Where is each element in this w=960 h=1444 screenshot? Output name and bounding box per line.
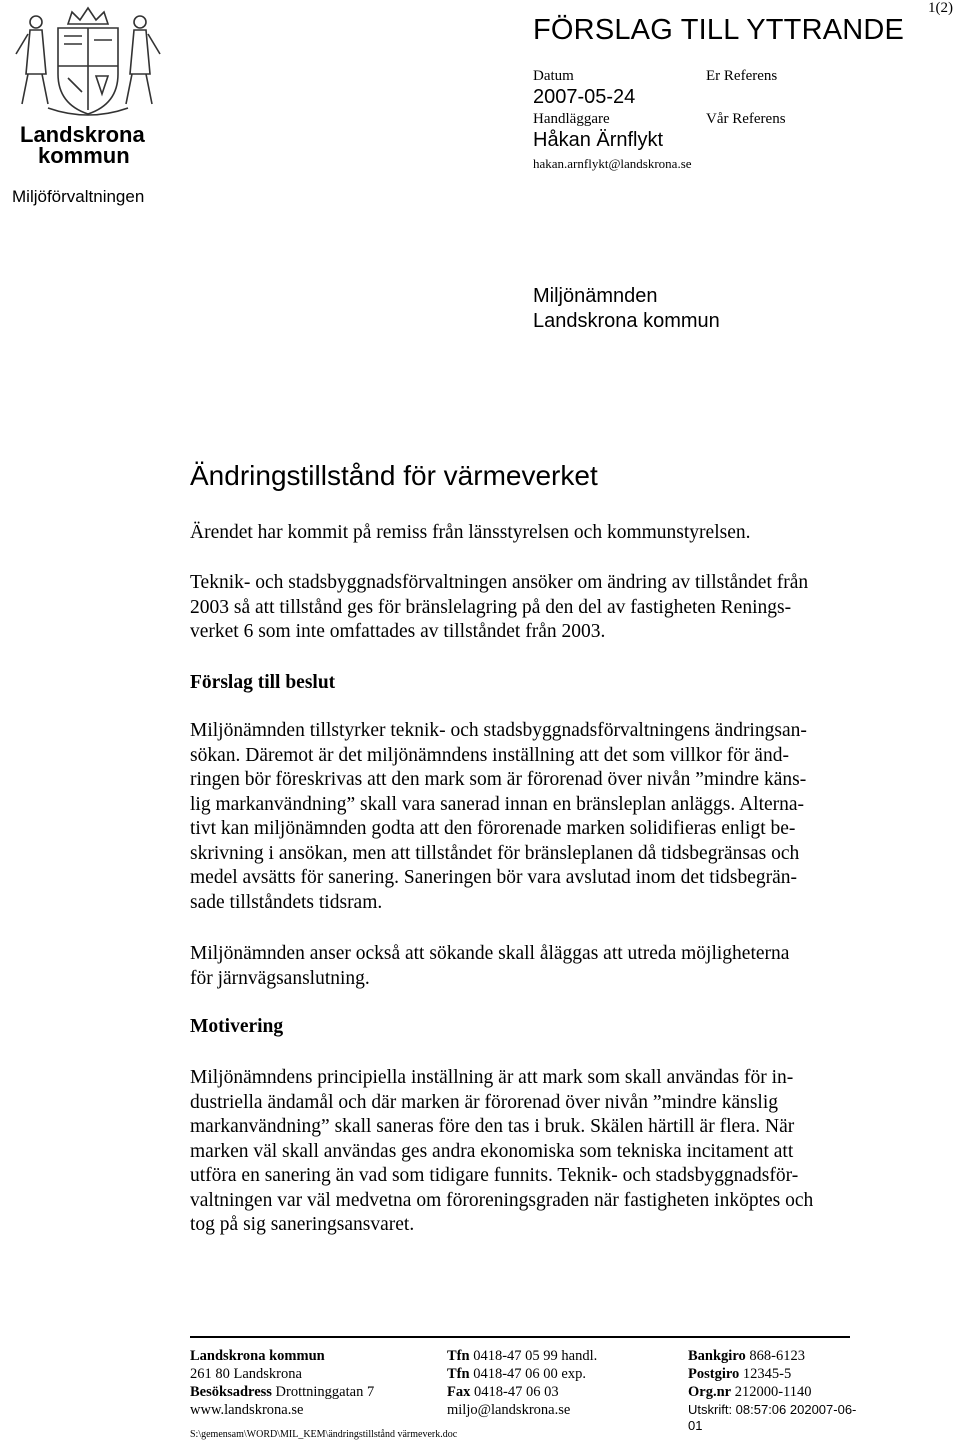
orgnr-value: 212000-1140 (731, 1384, 812, 1400)
handler-label: Handläggare (533, 111, 610, 127)
visit-address-value: Drottninggatan 7 (271, 1384, 375, 1400)
orgnr-label: Org.nr (688, 1384, 732, 1400)
paragraph-line: tivt kan miljönämnden godta att den förorenade marken solidifieras enligt be- (190, 818, 796, 839)
paragraph-line: markanvändning” skall saneras före den tas i bruk. Skälen härtill är flera. När (190, 1116, 795, 1137)
print-timestamp: Utskrift: 08:57:06 202007-06-01 (688, 1402, 857, 1433)
handler-name: Håkan Ärnflykt (533, 129, 664, 151)
paragraph-line: för järnvägsanslutning. (190, 967, 370, 989)
paragraph-line: 2003 så att tillstånd ges för bränslelagring på den del av fastigheten Renings- (190, 596, 792, 618)
visit-address-label: Besöksadress (190, 1384, 272, 1400)
fax-number: 0418-47 06 03 (470, 1384, 559, 1400)
phone-handler: 0418-47 05 99 handl. (469, 1348, 598, 1364)
phone-label: Tfn (447, 1366, 470, 1382)
bankgiro-label: Bankgiro (688, 1348, 746, 1364)
phone-exp: 0418-47 06 00 exp. (469, 1366, 586, 1382)
recipient-line-1: Miljönämnden (533, 285, 658, 307)
paragraph-line: tog på sig saneringsansvaret. (190, 1214, 415, 1235)
paragraph-line: sökan. Däremot är det miljönämndens inställning att det som villkor för änd- (190, 744, 789, 766)
paragraph-line: Teknik- och stadsbyggnadsförvaltningen ansöker om ändring av tillståndet från (190, 572, 809, 593)
paragraph-line: Miljönämnden anser också att sökande skall åläggas att utreda möjligheterna (190, 943, 790, 964)
paragraph-line: Miljönämndens principiella inställning är att mark som skall användas för in- (190, 1067, 794, 1088)
paragraph-motivation (190, 1066, 890, 1238)
document-title: FÖRSLAG TILL YTTRANDE (533, 14, 905, 46)
paragraph-proposal (190, 719, 890, 915)
org-name: Landskrona kommun (190, 1348, 325, 1364)
paragraph-line: lig markanvändning” skall vara sanerad innan en bränsleplan anläggs. Alterna- (190, 793, 805, 815)
subheading-proposal: Förslag till beslut (190, 672, 336, 693)
postal-address: 261 80 Landskrona (190, 1366, 302, 1382)
paragraph-line: medel avsätts för sanering. Saneringen bör vara avslutad inom det tidsbegrän- (190, 867, 798, 888)
footer-payment (688, 1347, 812, 1401)
coat-of-arms-icon (8, 4, 168, 164)
paragraph-line: dustriella ändamål och där marken är förorenad över nivån ”mindre känslig (190, 1091, 779, 1113)
paragraph-railway (190, 942, 890, 991)
paragraph-line: marken väl skall användas ges andra ekonomiska som tekniska incitament att (190, 1140, 794, 1162)
file-path: S:\gemensam\WORD\MIL_KEM\ändringstillstånd värmeverk.doc (190, 1429, 458, 1440)
fax-label: Fax (447, 1384, 471, 1400)
handler-email: hakan.arnflykt@landskrona.se (533, 156, 692, 171)
contact-email: miljo@landskrona.se (447, 1402, 571, 1418)
department-name: Miljöförvaltningen (12, 187, 145, 206)
subheading-motivation: Motivering (190, 1016, 284, 1037)
footer-address (190, 1347, 374, 1419)
phone-label: Tfn (447, 1348, 470, 1364)
svg-text:Landskrona: Landskrona (20, 122, 145, 147)
paragraph-line: utföra en sanering än vad som tidigare funnits. Teknik- och stadsbyggnadsför- (190, 1165, 799, 1186)
paragraph-line: sade tillståndets tidsram. (190, 891, 383, 913)
paragraph-line: ringen bör föreskrivas att den mark som är förorenad över nivån ”mindre käns- (190, 769, 807, 790)
your-reference-label: Er Referens (706, 68, 778, 84)
recipient-line-2: Landskrona kommun (533, 310, 720, 332)
postgiro-value: 12345-5 (739, 1366, 792, 1382)
paragraph-line: skrivning i ansökan, men att tillståndet för bränsleplanen då tidsbegränsas och (190, 842, 800, 864)
document-heading: Ändringstillstånd för värmeverket (190, 460, 598, 491)
postgiro-label: Postgiro (688, 1366, 740, 1382)
paragraph-remiss (190, 521, 890, 546)
paragraph-line: Ärendet har kommit på remiss från länsstyrelsen och kommunstyrelsen. (190, 522, 751, 543)
website: www.landskrona.se (190, 1402, 304, 1418)
date-label: Datum (533, 68, 574, 84)
date-value: 2007-05-24 (533, 86, 636, 108)
paragraph-line: verket 6 som inte omfattades av tillståndet från 2003. (190, 621, 606, 642)
footer-divider (190, 1336, 850, 1338)
our-reference-label: Vår Referens (706, 111, 786, 127)
landskrona-logo (8, 4, 168, 164)
paragraph-line: Miljönämnden tillstyrker teknik- och stadsbyggnadsförvaltningens ändringsan- (190, 720, 807, 741)
paragraph-line: valtningen var väl medvetna om föroreningsgraden när fastigheten inköptes och (190, 1189, 814, 1211)
page-number: 1(2) (928, 0, 953, 16)
bankgiro-value: 868-6123 (745, 1348, 805, 1364)
paragraph-application (190, 571, 890, 645)
svg-text:kommun: kommun (38, 143, 130, 164)
footer-contact (447, 1347, 597, 1419)
